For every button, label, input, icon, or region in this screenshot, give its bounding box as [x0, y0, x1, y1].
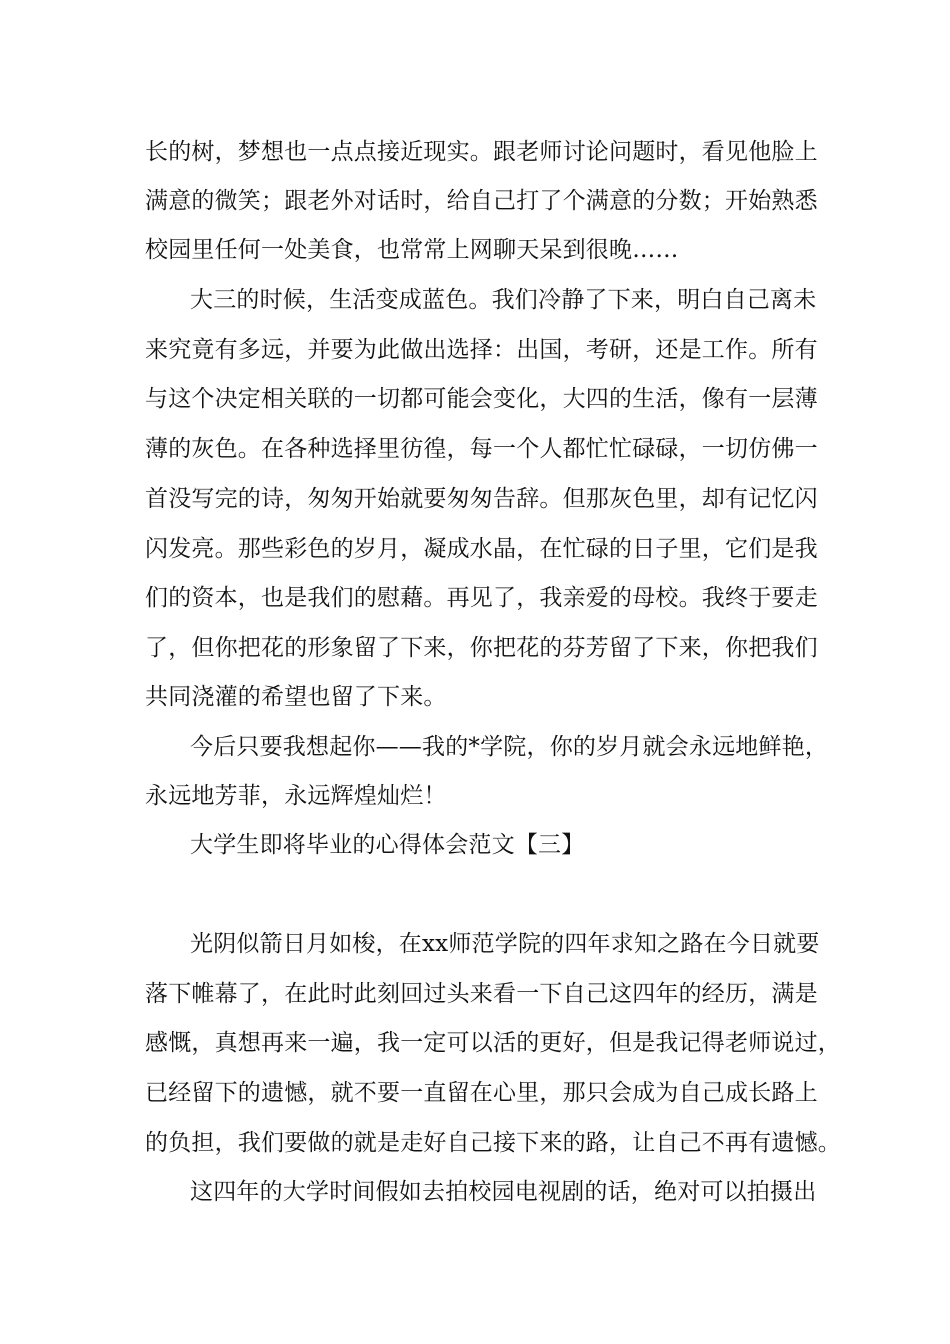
paragraph-first-line: 今后只要我想起你——我的*学院，你的岁月就会永远地鲜艳，	[190, 734, 829, 760]
text-line: 永远地芳菲，永远辉煌灿烂！	[145, 783, 447, 809]
text-line: 的负担，我们要做的就是走好自己接下来的路，让自己不再有遗憾。	[145, 1130, 841, 1156]
text-line: 满意的微笑；跟老外对话时，给自己打了个满意的分数；开始熟悉	[145, 188, 818, 214]
text-line: 感慨，真想再来一遍，我一定可以活的更好，但是我记得老师说过，	[145, 1030, 841, 1056]
text-line: 了，但你把花的形象留了下来，你把花的芬芳留了下来，你把我们	[145, 635, 818, 661]
section-heading: 大学生即将毕业的心得体会范文【三】	[190, 832, 585, 858]
paragraph-first-line: 这四年的大学时间假如去拍校园电视剧的话，绝对可以拍摄出	[190, 1179, 817, 1205]
text-line: 们的资本，也是我们的慰藉。再见了，我亲爱的母校。我终于要走	[145, 585, 818, 611]
text-line: 闪发亮。那些彩色的岁月，凝成水晶，在忙碌的日子里，它们是我	[145, 536, 818, 562]
text-line: 首没写完的诗，匆匆开始就要匆匆告辞。但那灰色里，却有记忆闪	[145, 486, 818, 512]
text-line: 落下帷幕了，在此时此刻回过头来看一下自己这四年的经历，满是	[145, 981, 818, 1007]
text-line: 长的树，梦想也一点点接近现实。跟老师讨论问题时，看见他脸上	[145, 139, 818, 165]
text-line: 已经留下的遗憾，就不要一直留在心里，那只会成为自己成长路上	[145, 1080, 818, 1106]
paragraph-first-line: 光阴似箭日月如梭，在xx师范学院的四年求知之路在今日就要	[190, 931, 820, 957]
paragraph-first-line: 大三的时候，生活变成蓝色。我们冷静了下来，明白自己离未	[190, 287, 817, 313]
text-line: 与这个决定相关联的一切都可能会变化，大四的生活，像有一层薄	[145, 386, 818, 412]
text-line: 校园里任何一处美食，也常常上网聊天呆到很晚……	[145, 237, 679, 263]
text-line: 薄的灰色。在各种选择里彷徨，每一个人都忙忙碌碌，一切仿佛一	[145, 436, 818, 462]
text-line: 来究竟有多远，并要为此做出选择：出国，考研，还是工作。所有	[145, 337, 818, 363]
text-line: 共同浇灌的希望也留了下来。	[145, 684, 447, 710]
